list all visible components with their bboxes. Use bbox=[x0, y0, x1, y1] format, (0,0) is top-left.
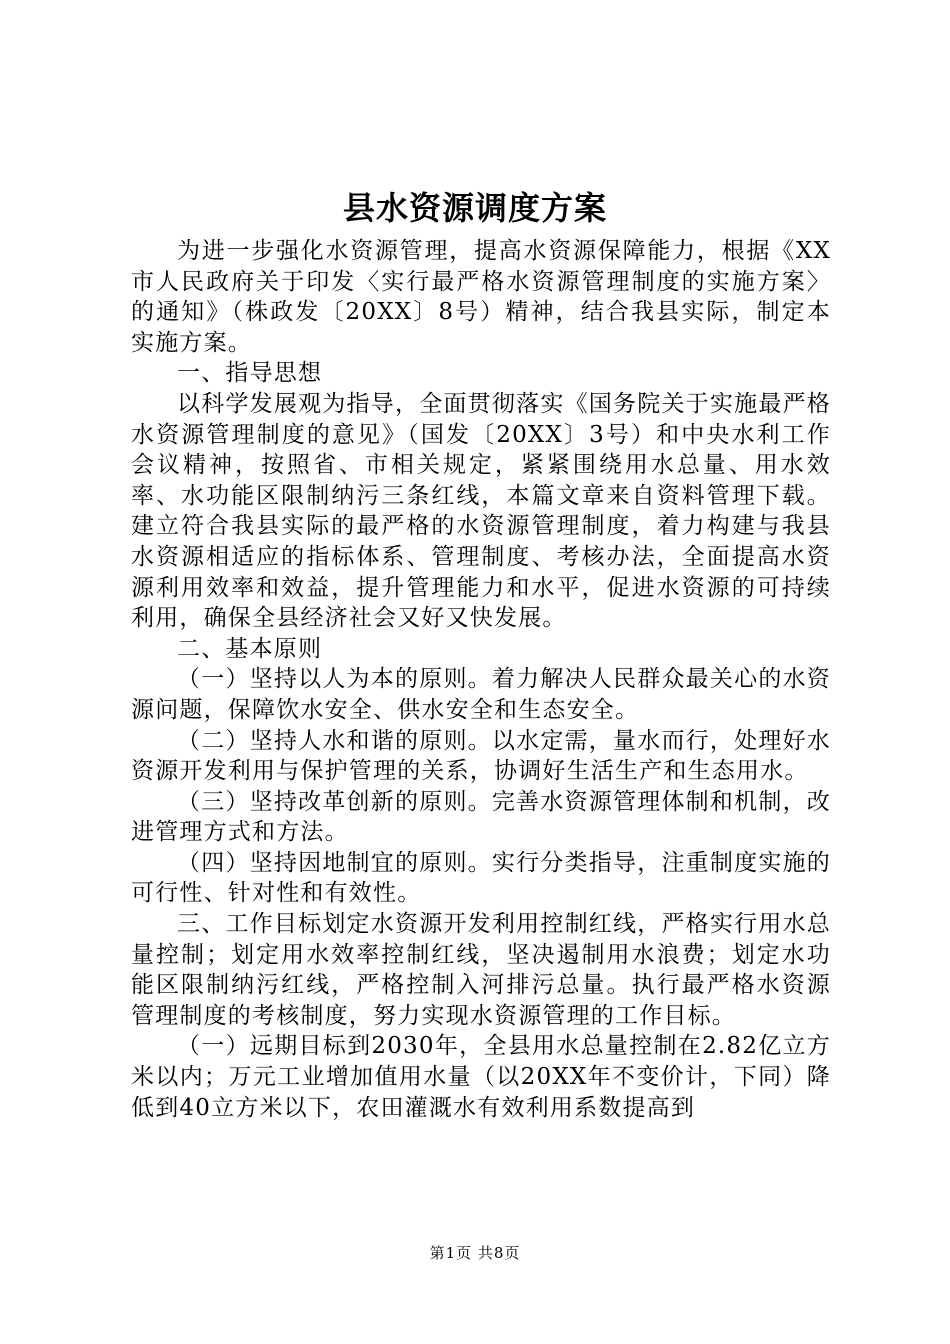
section-heading-guiding-ideology: 一、指导思想 bbox=[177, 360, 323, 387]
principle-2-paragraph: （二）坚持人水和谐的原则。以水定需，量水而行，处理好水资源开发利用与保护管理的关系，协调好生活生产和生态用水。 bbox=[131, 727, 831, 785]
long-term-goal-paragraph: （一）远期目标到2030年，全县用水总量控制在2.82亿立方米以内；万元工业增加值用水量（以20XX年不变价计，下同）降低到40立方米以下，农田灌溉水有效利用系数提高到 bbox=[131, 1033, 831, 1121]
document-body bbox=[131, 236, 831, 1123]
work-goals-paragraph: 三、工作目标划定水资源开发利用控制红线，严格实行用水总量控制；划定用水效率控制红线，坚决遏制用水浪费；划定水功能区限制纳污红线，严格控制入河排污总量。执行最严格水资源管理制度的考核制度，努力实现水资源管理的工作目标。 bbox=[131, 911, 831, 1029]
guiding-ideology-paragraph: 以科学发展观为指导，全面贯彻落实《国务院关于实施最严格水资源管理制度的意见》（国发〔20XX〕3号）和中央水利工作会议精神，按照省、市相关规定，紧紧围绕用水总量、用水效率、水功能区限制纳污三条红线，本篇文章来自资料管理下载。建立符合我县实际的最严格的水资源管理制度，着力构建与我县水资源相适应的指标体系、管理制度、考核办法，全面提高水资源利用效率和效益，提升管理能力和水平，促进水资源的可持续利用，确保全县经济社会又好又快发展。 bbox=[131, 390, 831, 632]
document-title: 县水资源调度方案 bbox=[342, 189, 607, 227]
principle-3-paragraph: （三）坚持改革创新的原则。完善水资源管理体制和机制，改进管理方式和方法。 bbox=[131, 788, 831, 846]
intro-paragraph: 为进一步强化水资源管理，提高水资源保障能力，根据《XX市人民政府关于印发〈实行最严格水资源管理制度的实施方案〉的通知》（株政发〔20XX〕8号）精神，结合我县实际，制定本实施方案。 bbox=[131, 238, 831, 356]
principle-4-paragraph: （四）坚持因地制宜的原则。实行分类指导，注重制度实施的可行性、针对性和有效性。 bbox=[131, 849, 831, 907]
page-footer: 第1页 共8页 bbox=[429, 1244, 521, 1262]
principle-1-paragraph: （一）坚持以人为本的原则。着力解决人民群众最关心的水资源问题，保障饮水安全、供水安全和生态安全。 bbox=[131, 666, 831, 723]
section-heading-basic-principles: 二、基本原则 bbox=[177, 635, 323, 662]
